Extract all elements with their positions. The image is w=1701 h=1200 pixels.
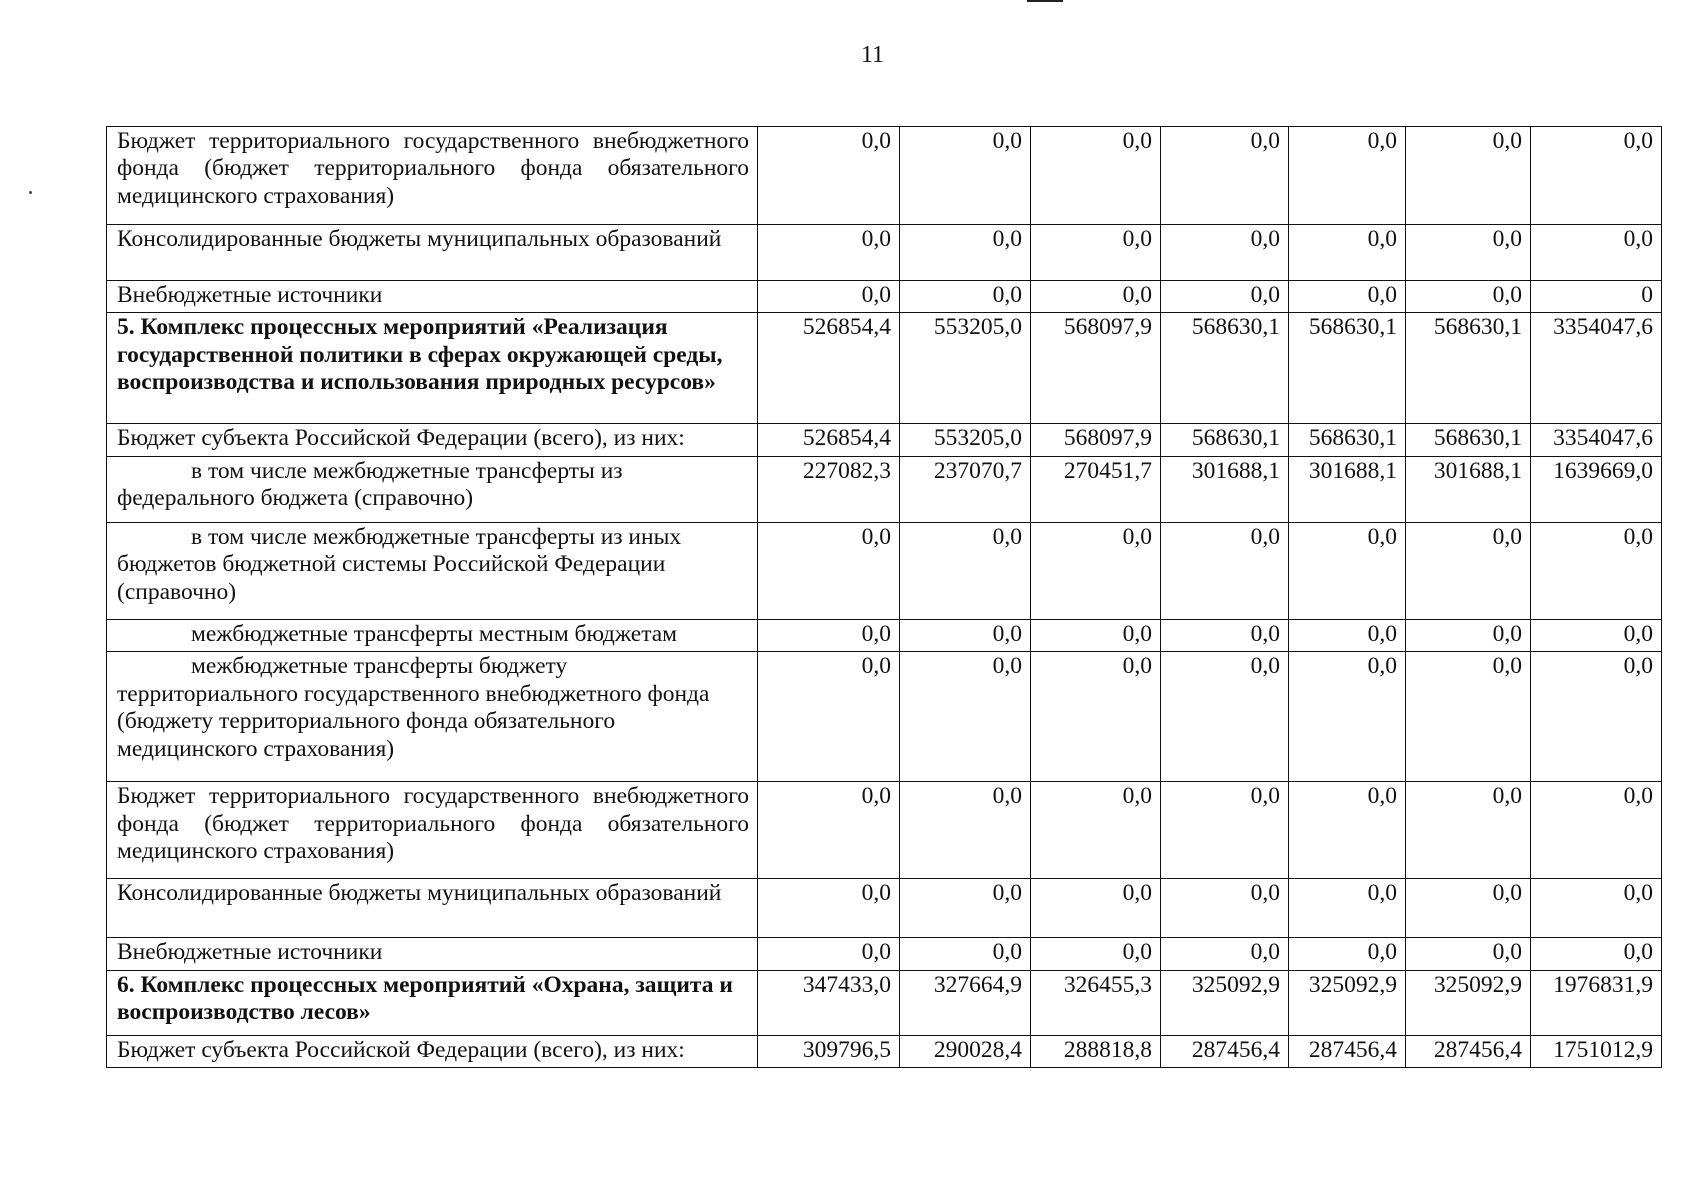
cell-value: 0,0 — [1289, 522, 1406, 619]
cell-value: 287456,4 — [1289, 1035, 1406, 1067]
cell-value: 0,0 — [1406, 281, 1531, 313]
cell-value: 0,0 — [1289, 225, 1406, 281]
cell-value: 0,0 — [1031, 938, 1161, 970]
cell-value: 553205,0 — [900, 424, 1031, 456]
row-label: Внебюджетные источники — [107, 281, 758, 313]
cell-value: 327664,9 — [900, 970, 1031, 1035]
cell-value: 568630,1 — [1289, 313, 1406, 424]
cell-value: 270451,7 — [1031, 456, 1161, 522]
cell-value: 0,0 — [900, 619, 1031, 651]
cell-value: 3354047,6 — [1531, 313, 1662, 424]
table-row — [107, 522, 1662, 619]
cell-value: 0,0 — [1531, 879, 1662, 938]
table-row — [107, 879, 1662, 938]
row-label: межбюджетные трансферты бюджету территориального государственного внебюджетного фонда (бюджету территориального фонда обязательного медицинского страхования) — [107, 652, 758, 782]
cell-value: 301688,1 — [1406, 456, 1531, 522]
table-row — [107, 456, 1662, 522]
cell-value: 0,0 — [1531, 652, 1662, 782]
table-row — [107, 619, 1662, 651]
cell-value: 0,0 — [1289, 281, 1406, 313]
row-label: Консолидированные бюджеты муниципальных образований — [107, 879, 758, 938]
cell-value: 0,0 — [1161, 782, 1289, 879]
cell-value: 0,0 — [1031, 619, 1161, 651]
cell-value: 568097,9 — [1031, 313, 1161, 424]
cell-value: 0,0 — [1289, 938, 1406, 970]
cell-value: 301688,1 — [1289, 456, 1406, 522]
table-row — [107, 1035, 1662, 1067]
cell-value: 0,0 — [1161, 619, 1289, 651]
cell-value: 0,0 — [1406, 782, 1531, 879]
cell-value: 0,0 — [1161, 281, 1289, 313]
cell-value: 0,0 — [758, 225, 900, 281]
cell-value: 0,0 — [1031, 879, 1161, 938]
table-row — [107, 127, 1662, 225]
cell-value: 301688,1 — [1161, 456, 1289, 522]
cell-value: 0,0 — [1406, 879, 1531, 938]
cell-value: 568630,1 — [1289, 424, 1406, 456]
row-label: межбюджетные трансферты местным бюджетам — [107, 619, 758, 651]
row-label: Консолидированные бюджеты муниципальных образований — [107, 225, 758, 281]
page-number: 11 — [860, 42, 885, 68]
cell-value: 568630,1 — [1161, 424, 1289, 456]
cell-value: 309796,5 — [758, 1035, 900, 1067]
cell-value: 0,0 — [1406, 225, 1531, 281]
cell-value: 0,0 — [758, 281, 900, 313]
table-row — [107, 938, 1662, 970]
cell-value: 0,0 — [1531, 522, 1662, 619]
cell-value: 0,0 — [1289, 127, 1406, 225]
cell-value: 1751012,9 — [1531, 1035, 1662, 1067]
cell-value: 0,0 — [900, 652, 1031, 782]
cell-value: 237070,7 — [900, 456, 1031, 522]
cell-value: 0,0 — [1031, 225, 1161, 281]
cell-value: 0,0 — [1031, 782, 1161, 879]
row-label: Бюджет территориального государственного внебюджетного фонда (бюджет территориального фонда обязательного медицинского страхования) — [107, 782, 758, 879]
cell-value: 0,0 — [1161, 127, 1289, 225]
section-title: 5. Комплекс процессных мероприятий «Реализация государственной политики в сферах окружающей среды, воспроизводства и использования природных ресурсов» — [107, 313, 758, 424]
cell-value: 347433,0 — [758, 970, 900, 1035]
table-row-section-header — [107, 970, 1662, 1035]
cell-value: 568097,9 — [1031, 424, 1161, 456]
cell-value: 0,0 — [1031, 522, 1161, 619]
cell-value: 0,0 — [758, 522, 900, 619]
cell-value: 1976831,9 — [1531, 970, 1662, 1035]
table-row — [107, 782, 1662, 879]
cell-value: 526854,4 — [758, 424, 900, 456]
row-label: Бюджет субъекта Российской Федерации (всего), из них: — [107, 1035, 758, 1067]
cell-value: 325092,9 — [1289, 970, 1406, 1035]
cell-value: 0,0 — [1161, 938, 1289, 970]
cell-value: 0,0 — [758, 938, 900, 970]
cell-value: 0,0 — [1531, 127, 1662, 225]
cell-value: 0,0 — [1289, 879, 1406, 938]
table-row — [107, 652, 1662, 782]
cell-value: 3354047,6 — [1531, 424, 1662, 456]
cell-value: 0,0 — [1531, 782, 1662, 879]
cell-value: 0,0 — [1289, 652, 1406, 782]
cell-value: 0,0 — [758, 619, 900, 651]
row-label: Бюджет субъекта Российской Федерации (всего), из них: — [107, 424, 758, 456]
cell-value: 0,0 — [900, 522, 1031, 619]
budget-table — [106, 126, 1662, 1068]
cell-value: 0,0 — [900, 127, 1031, 225]
cell-value: 0,0 — [900, 782, 1031, 879]
section-title: 6. Комплекс процессных мероприятий «Охрана, защита и воспроизводство лесов» — [107, 970, 758, 1035]
cell-value: 326455,3 — [1031, 970, 1161, 1035]
cell-value: 0,0 — [1289, 619, 1406, 651]
cell-value: 0,0 — [1289, 782, 1406, 879]
cell-value: 0,0 — [1531, 938, 1662, 970]
row-label: Внебюджетные источники — [107, 938, 758, 970]
cell-value: 0,0 — [1031, 281, 1161, 313]
cell-value: 0,0 — [900, 225, 1031, 281]
cell-value: 287456,4 — [1406, 1035, 1531, 1067]
row-label: в том числе межбюджетные трансферты из федерального бюджета (справочно) — [107, 456, 758, 522]
cell-value: 0,0 — [1406, 938, 1531, 970]
cell-value: 0,0 — [900, 281, 1031, 313]
cell-value: 0,0 — [758, 652, 900, 782]
cell-value: 553205,0 — [900, 313, 1031, 424]
cell-value: 227082,3 — [758, 456, 900, 522]
cell-value: 526854,4 — [758, 313, 900, 424]
cell-value: 0,0 — [1161, 522, 1289, 619]
cell-value: 325092,9 — [1161, 970, 1289, 1035]
cell-value: 0,0 — [758, 879, 900, 938]
cell-value: 568630,1 — [1406, 313, 1531, 424]
cell-value: 0,0 — [1031, 652, 1161, 782]
cell-value: 0,0 — [1161, 225, 1289, 281]
cell-value: 0,0 — [1406, 127, 1531, 225]
cell-value: 0 — [1531, 281, 1662, 313]
cell-value: 325092,9 — [1406, 970, 1531, 1035]
cell-value: 0,0 — [1161, 879, 1289, 938]
cell-value: 0,0 — [1031, 127, 1161, 225]
scan-speck — [29, 191, 32, 194]
table-row-section-header — [107, 313, 1662, 424]
cell-value: 568630,1 — [1406, 424, 1531, 456]
cell-value: 0,0 — [1406, 652, 1531, 782]
cell-value: 0,0 — [900, 879, 1031, 938]
table-row — [107, 225, 1662, 281]
cell-value: 0,0 — [1406, 619, 1531, 651]
cell-value: 0,0 — [758, 127, 900, 225]
cell-value: 0,0 — [900, 938, 1031, 970]
cell-value: 0,0 — [758, 782, 900, 879]
cell-value: 1639669,0 — [1531, 456, 1662, 522]
cell-value: 288818,8 — [1031, 1035, 1161, 1067]
cell-value: 290028,4 — [900, 1035, 1031, 1067]
cell-value: 0,0 — [1406, 522, 1531, 619]
cell-value: 0,0 — [1161, 652, 1289, 782]
row-label: в том числе межбюджетные трансферты из иных бюджетов бюджетной системы Российской Федерации (справочно) — [107, 522, 758, 619]
cell-value: 0,0 — [1531, 225, 1662, 281]
cell-value: 287456,4 — [1161, 1035, 1289, 1067]
cell-value: 568630,1 — [1161, 313, 1289, 424]
cell-value: 0,0 — [1531, 619, 1662, 651]
top-edge-mark — [1027, 0, 1063, 2]
table-row — [107, 424, 1662, 456]
row-label: Бюджет территориального государственного внебюджетного фонда (бюджет территориального фонда обязательного медицинского страхования) — [107, 127, 758, 225]
table-row — [107, 281, 1662, 313]
